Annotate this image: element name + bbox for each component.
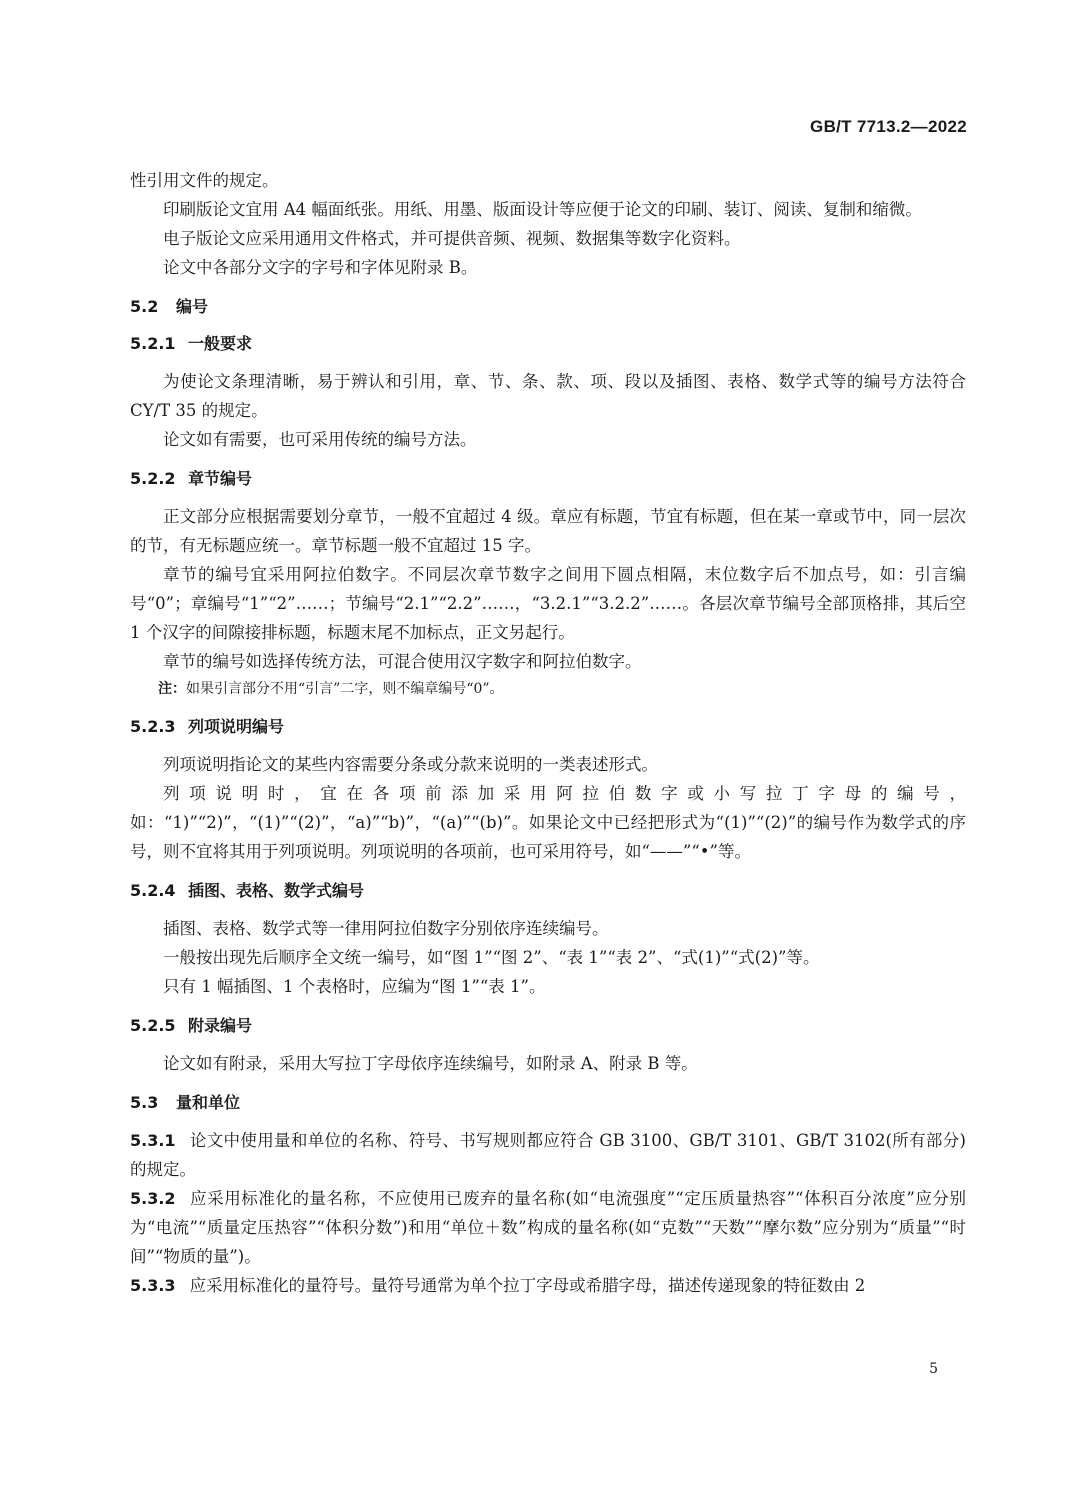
clause-text: 论文中使用量和单位的名称、符号、书写规则都应符合 GB 3100、GB/T 3101、GB/T 3102(所有部分)的规定。 <box>130 1131 966 1179</box>
paragraph: 章节的编号宜采用阿拉伯数字。不同层次章节数字之间用下圆点相隔，末位数字后不加点号，如：引言编号“0”；章编号“1”“2”……；节编号“2.1”“2.2”……，“3.2.1”“3.2.2”……。各层次章节编号全部顶格排，其后空 1 个汉字的间隙接排标题，标题末尾不加标点，正文另起行。 <box>130 565 966 642</box>
section-heading-5-2-1 <box>130 332 966 356</box>
section-heading-5-2-3 <box>130 715 966 739</box>
section-title: 附录编号 <box>188 1016 253 1035</box>
section-heading-5-2-4 <box>130 879 966 903</box>
page-number: 5 <box>929 1361 938 1377</box>
paragraph: 章节的编号如选择传统方法，可混合使用汉字数字和阿拉伯数字。 <box>163 652 642 671</box>
paragraph: 论文如有需要，也可采用传统的编号方法。 <box>163 430 477 449</box>
section-title: 插图、表格、数学式编号 <box>188 881 365 900</box>
section-number: 5.3 <box>130 1093 159 1112</box>
section-title: 编号 <box>176 297 209 316</box>
section-number: 5.2.3 <box>130 717 176 736</box>
section-title: 章节编号 <box>188 469 253 488</box>
section-number: 5.2.5 <box>130 1016 176 1035</box>
paragraph: 印刷版论文宜用 A4 幅面纸张。用纸、用墨、版面设计等应便于论文的印刷、装订、阅读、复制和缩微。 <box>163 200 922 219</box>
section-number: 5.2.2 <box>130 469 176 488</box>
section-heading-5-2-5 <box>130 1014 966 1038</box>
clause-text: 应采用标准化的量名称，不应使用已废弃的量名称(如“电流强度”“定压质量热容”“体积百分浓度”应分别为“电流”“质量定压热容”“体积分数”)和用“单位＋数”构成的量名称(如“克数”“天数”“摩尔数”应分别为“质量”“时间”“物质的量”)。 <box>130 1189 966 1266</box>
paragraph: 正文部分应根据需要划分章节，一般不宜超过 4 级。章应有标题，节宜有标题，但在某一章或节中，同一层次的节，有无标题应统一。章节标题一般不宜超过 15 字。 <box>130 507 966 555</box>
paragraph: 插图、表格、数学式等一律用阿拉伯数字分别依序连续编号。 <box>163 919 609 938</box>
paragraph: 只有 1 幅插图、1 个表格时，应编为“图 1”“表 1”。 <box>163 977 546 996</box>
page-content <box>130 166 966 1300</box>
section-title: 列项说明编号 <box>188 717 285 736</box>
section-heading-5-2-2 <box>130 467 966 491</box>
note <box>130 676 966 702</box>
clause-text: 应采用标准化的量符号。量符号通常为单个拉丁字母或希腊字母，描述传递现象的特征数由 2 <box>189 1276 866 1295</box>
clause-number: 5.3.2 <box>130 1189 176 1208</box>
section-heading-5-2 <box>130 295 966 319</box>
clause-number: 5.3.3 <box>130 1276 176 1295</box>
section-title: 量和单位 <box>176 1093 241 1112</box>
note-text: 如果引言部分不用“引言”二字，则不编章编号“0”。 <box>186 681 504 697</box>
clause-5-3-2 <box>130 1184 966 1271</box>
paragraph: 电子版论文应采用通用文件格式，并可提供音频、视频、数据集等数字化资料。 <box>163 229 741 248</box>
section-heading-5-3 <box>130 1091 966 1115</box>
paragraph: 一般按出现先后顺序全文统一编号，如“图 1”“图 2”、“表 1”“表 2”、“式(1)”“式(2)”等。 <box>163 948 820 967</box>
paragraph: 列项说明时，宜在各项前添加采用阿拉伯数字或小写拉丁字母的编号，如：“1)”“2)”，“(1)”“(2)”，“a)”“b)”，“(a)”“(b)”。如果论文中已经把形式为“(1)”“(2)”的编号作为数学式的序号，则不宜将其用于列项说明。列项说明的各项前，也可采用符号，如“——”“•”等。 <box>130 784 966 861</box>
note-label: 注： <box>158 681 186 697</box>
clause-5-3-1 <box>130 1126 966 1184</box>
paragraph: 论文如有附录，采用大写拉丁字母依序连续编号，如附录 A、附录 B 等。 <box>163 1054 698 1073</box>
paragraph: 论文中各部分文字的字号和字体见附录 B。 <box>163 258 478 277</box>
section-number: 5.2.1 <box>130 334 176 353</box>
paragraph: 列项说明指论文的某些内容需要分条或分款来说明的一类表述形式。 <box>163 755 658 774</box>
section-number: 5.2 <box>130 297 159 316</box>
section-title: 一般要求 <box>188 334 253 353</box>
clause-5-3-3 <box>130 1271 966 1300</box>
clause-number: 5.3.1 <box>130 1131 176 1150</box>
section-number: 5.2.4 <box>130 881 176 900</box>
paragraph: 为使论文条理清晰，易于辨认和引用，章、节、条、款、项、段以及插图、表格、数学式等的编号方法符合 CY/T 35 的规定。 <box>130 372 966 420</box>
paragraph: 性引用文件的规定。 <box>130 171 279 190</box>
standard-number: GB/T 7713.2—2022 <box>810 117 967 136</box>
